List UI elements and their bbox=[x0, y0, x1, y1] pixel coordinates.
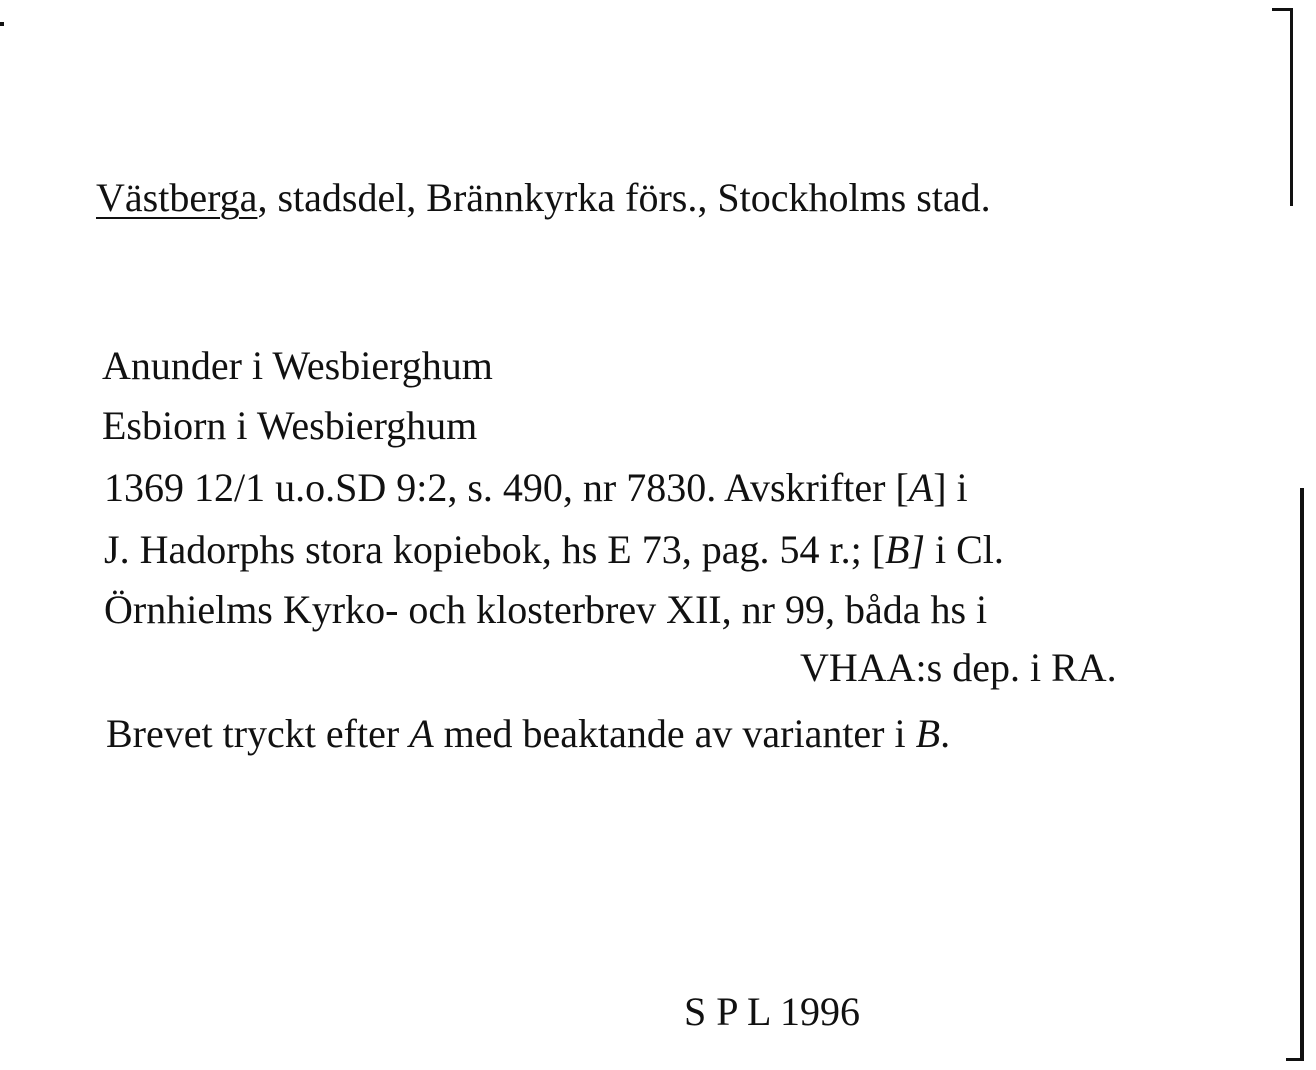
source-line-2-end: i Cl. bbox=[925, 527, 1004, 572]
print-note-middle: med beaktande av varianter i bbox=[433, 711, 916, 756]
source-line-2 bbox=[104, 526, 1004, 574]
print-note-text: Brevet tryckt efter bbox=[106, 711, 410, 756]
source-line-1-end: ] i bbox=[933, 465, 968, 510]
name-entry-1: Anunder i Wesbierghum bbox=[102, 343, 493, 388]
print-note-siglum-b: B bbox=[915, 711, 941, 756]
scan-speck bbox=[0, 22, 4, 26]
card-border-tick-bottom bbox=[1286, 1058, 1304, 1061]
source-line-3: Örnhielms Kyrko- och klosterbrev XII, nr 99, båda hs i bbox=[104, 587, 988, 632]
place-heading bbox=[96, 174, 991, 222]
source-line-4: VHAA:s dep. i RA. bbox=[800, 645, 1117, 690]
source-siglum-b: B] bbox=[885, 527, 926, 572]
name-entry-2: Esbiorn i Wesbierghum bbox=[102, 403, 478, 448]
source-line-2-text: J. Hadorphs stora kopiebok, hs E 73, pag. 54 r.; [ bbox=[104, 527, 886, 572]
source-line-1-text: 1369 12/1 u.o.SD 9:2, s. 490, nr 7830. Avskrifter [ bbox=[104, 465, 909, 510]
headword: Västberga bbox=[96, 175, 258, 220]
heading-rest: , stadsdel, Brännkyrka förs., Stockholms stad. bbox=[257, 175, 991, 220]
source-line-1 bbox=[104, 464, 968, 512]
print-note-siglum-a: A bbox=[409, 711, 434, 756]
print-note-end: . bbox=[940, 711, 951, 756]
source-siglum-a: A bbox=[908, 465, 934, 510]
print-note bbox=[106, 710, 950, 758]
signature: S P L 1996 bbox=[684, 989, 860, 1034]
card-border-right-top bbox=[1290, 8, 1293, 206]
card-border-right-lower bbox=[1300, 488, 1304, 1058]
